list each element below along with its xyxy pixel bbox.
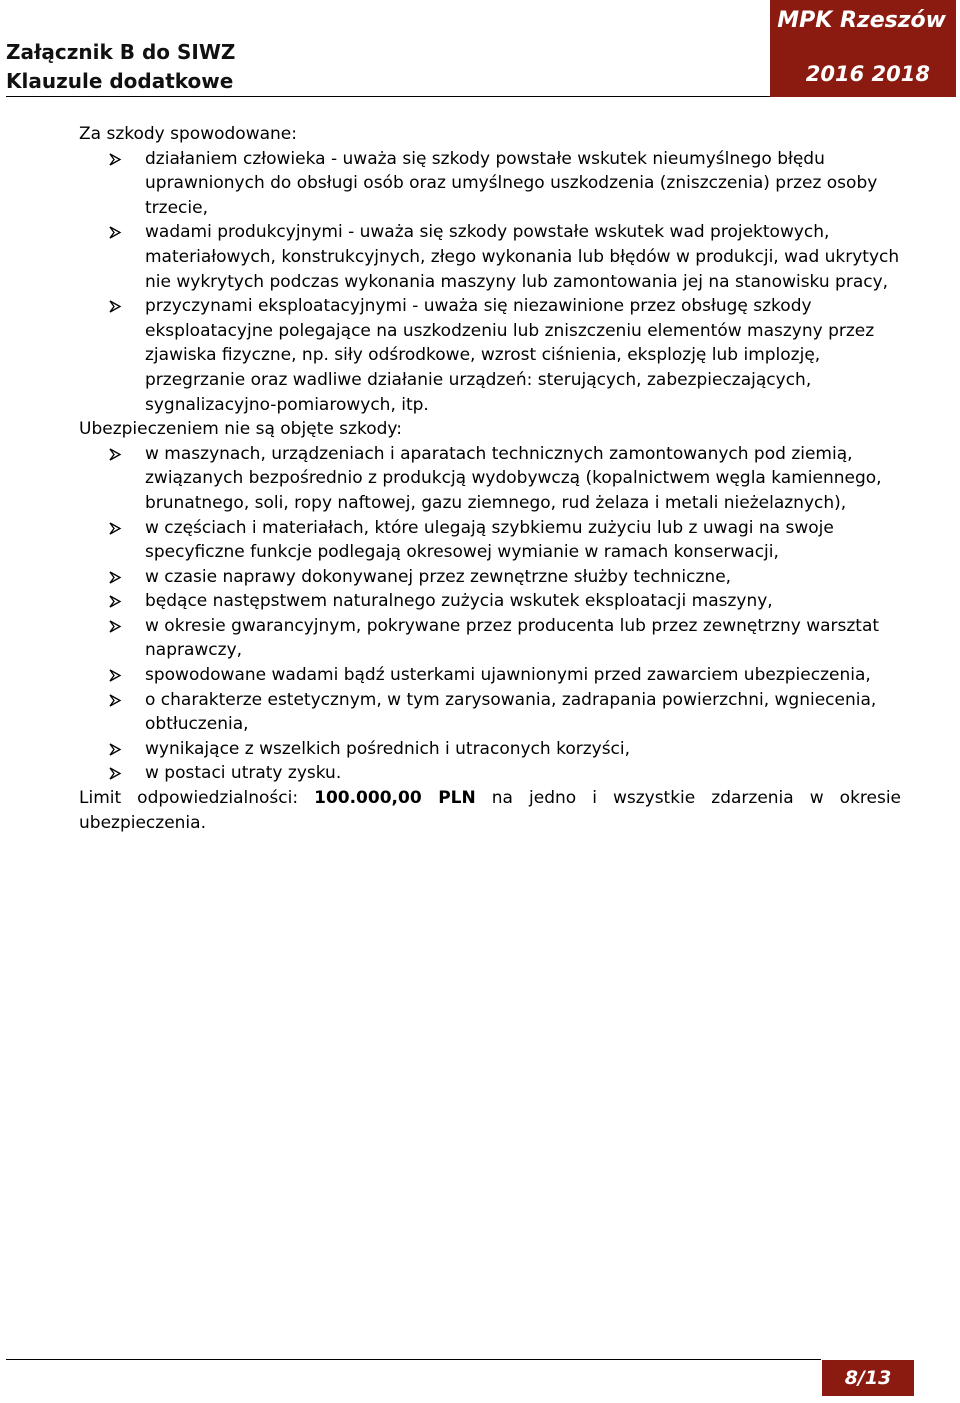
arrow-bullet-icon [109, 147, 122, 166]
list-item [79, 516, 901, 565]
arrow-bullet-icon [109, 761, 122, 780]
footer-divider [6, 1359, 821, 1360]
list-item [79, 220, 901, 294]
limit-description: na jedno i wszystkie zdarzenia w okresie ubezpieczenia. [79, 788, 902, 833]
arrow-bullet-icon [109, 220, 122, 239]
list-item-text: o charakterze estetycznym, w tym zarysowania, zadrapania powierzchni, wgniecenia, obtłuczenia, [145, 689, 877, 735]
list-item-text: w okresie gwarancyjnym, pokrywane przez producenta lub przez zewnętrzny warsztat naprawczy, [145, 615, 880, 661]
list-item-text: będące następstwem naturalnego zużycia wskutek eksploatacji maszyny, [145, 591, 773, 612]
list-item [79, 589, 901, 614]
list-item [79, 442, 901, 516]
page-number: 8/13 [822, 1360, 914, 1396]
arrow-bullet-icon [109, 565, 122, 584]
header-divider [6, 96, 770, 97]
header-brand-box [770, 0, 956, 97]
list-item-text: działaniem człowieka - uważa się szkody powstałe wskutek nieumyślnego błędu uprawnionych do obsługi osób oraz umyślnego uszkodzenia (zniszczenia) przez osoby trzecie, [145, 148, 878, 218]
list-item [79, 761, 901, 786]
organization-name: MPK Rzeszów [777, 8, 946, 33]
document-title: Załącznik B do SIWZ [6, 40, 236, 64]
list-item-text: w czasie naprawy dokonywanej przez zewnętrzne służby techniczne, [145, 566, 732, 587]
document-body [79, 122, 901, 835]
list-item [79, 737, 901, 762]
arrow-bullet-icon [109, 688, 122, 707]
arrow-bullet-icon [109, 516, 122, 535]
list-item [79, 294, 901, 417]
list-item [79, 565, 901, 590]
arrow-bullet-icon [109, 737, 122, 756]
limit-amount: 100.000,00 PLN [314, 788, 476, 809]
list-item [79, 663, 901, 688]
list-item-text: w częściach i materiałach, które ulegają szybkiemu zużyciu lub z uwagi na swoje specyficzne funkcje podlegają okresowej wymianie w ramach konserwacji, [145, 517, 834, 563]
section-heading-covered: Za szkody spowodowane: [79, 124, 297, 144]
document-subtitle: Klauzule dodatkowe [6, 69, 234, 93]
list-item [79, 614, 901, 663]
list-item [79, 147, 901, 221]
liability-limit [79, 786, 901, 835]
list-item-text: w postaci utraty zysku. [145, 763, 342, 784]
arrow-bullet-icon [109, 294, 122, 313]
covered-damages-list [79, 147, 901, 418]
arrow-bullet-icon [109, 614, 122, 633]
list-item-text: wadami produkcyjnymi - uważa się szkody powstałe wskutek wad projektowych, materiałowych, konstrukcyjnych, złego wykonania lub błędów w produkcji, wad ukrytych nie wykrytych podczas wykonania maszyny lub zamontowania jej na stanowisku pracy, [145, 222, 900, 292]
arrow-bullet-icon [109, 663, 122, 682]
arrow-bullet-icon [109, 442, 122, 461]
excluded-damages-list [79, 442, 901, 786]
limit-label: Limit odpowiedzialności: [79, 788, 299, 809]
list-item-text: w maszynach, urządzeniach i aparatach technicznych zamontowanych pod ziemią, związanych bezpośrednio z produkcją wydobywczą (kopalnictwem węgla kamiennego, brunatnego, soli, ropy naftowej, gazu ziemnego, rud żelaza i metali nieżelaznych), [145, 443, 882, 513]
list-item [79, 688, 901, 737]
arrow-bullet-icon [109, 589, 122, 608]
list-item-text: wynikające z wszelkich pośrednich i utraconych korzyści, [145, 738, 631, 759]
section-heading-excluded: Ubezpieczeniem nie są objęte szkody: [79, 419, 402, 440]
list-item-text: przyczynami eksploatacyjnymi - uważa się niezawinione przez obsługę szkody eksploatacyjne polegające na uszkodzeniu lub zniszczeniu elementów maszyny przez zjawiska fizyczne, np. siły odśrodkowe, wzrost ciśnienia, eksplozję lub implozję, przegrzanie oraz wadliwe działanie urządzeń: sterujących, zabezpieczających, sygnalizacyjno-pomiarowych, itp. [145, 296, 875, 415]
list-item-text: spowodowane wadami bądź usterkami ujawnionymi przed zawarciem ubezpieczenia, [145, 665, 871, 686]
contract-years: 2016 2018 [805, 62, 930, 86]
document-header [6, 38, 235, 96]
